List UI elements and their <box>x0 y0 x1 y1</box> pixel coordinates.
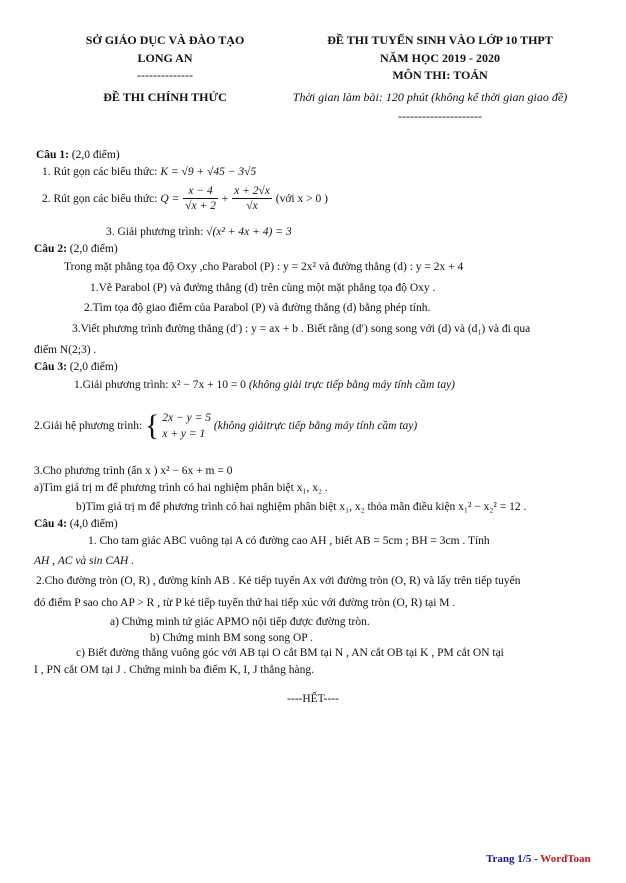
q4-part2c-cont: I , PN cắt OM tại J . Chứng minh ba điểm K, I, J thẳng hàng. <box>34 664 314 676</box>
q1-fraction-1 <box>183 184 218 214</box>
q3-part1 <box>74 379 455 391</box>
q4-label: Câu 4: <box>34 518 67 530</box>
q4-part1: 1. Cho tam giác ABC vuông tại A có đường cao AH , biết AB = 5cm ; BH = 3cm . Tính <box>88 535 490 547</box>
q2-heading <box>34 243 118 255</box>
q3-label: Câu 3: <box>34 361 67 373</box>
q3-system <box>162 410 211 442</box>
q1-fraction-1-num: x − 4 <box>183 184 218 199</box>
q3-part3a: a)Tìm giá trị m để phương trình có hai nghiệm phân biệt x₁, x₂ . <box>34 482 328 494</box>
q3-part2 <box>34 410 417 442</box>
q1-fraction-1-den: √x + 2 <box>185 200 216 212</box>
q2-intro: Trong mặt phẳng tọa độ Oxy ,cho Parabol (P) : y = 2x² và đường thẳng (d) : y = 2x + 4 <box>64 261 464 273</box>
q3-heading <box>34 361 118 373</box>
q2-points: (2,0 điểm) <box>69 243 118 255</box>
q4-part2: 2.Cho đường tròn (O, R) , đường kính AB . Kẻ tiếp tuyến Ax với đường tròn (O, R) và lấy trên tiếp tuyến <box>36 575 521 587</box>
official-label: ĐỀ THI CHÍNH THỨC <box>103 90 227 104</box>
q1-heading <box>36 149 120 161</box>
q2-label: Câu 2: <box>34 243 67 255</box>
q4-part2b: b) Chứng minh BM song song OP . <box>150 632 313 644</box>
q4-heading <box>34 518 118 530</box>
q1-part1-text: 1. Rút gọn các biểu thức: <box>42 166 158 178</box>
q1-points: (2,0 điểm) <box>71 149 120 161</box>
q2-part3-cont: điểm N(2;3) . <box>34 344 97 356</box>
right-divider: --------------------- <box>398 109 482 123</box>
q4-part2a: a) Chứng minh tứ giác APMO nội tiếp được đường tròn. <box>110 616 370 628</box>
q2-part3: 3.Viết phương trình đường thẳng (d′) : y = ax + b . Biết rằng (d′) song song với (d) và (d₁) và đi qua <box>72 323 531 335</box>
exam-year: NĂM HỌC 2019 - 2020 <box>380 51 500 65</box>
brace-icon: { <box>145 409 160 442</box>
left-divider: -------------- <box>137 68 193 82</box>
end-marker: ----HẾT---- <box>287 693 339 705</box>
q3-part1-note: (không giải trực tiếp bằng máy tính cầm tay) <box>248 379 456 391</box>
q2-part1: 1.Vẽ Parabol (P) và đường thẳng (d) trên cùng một mặt phẳng tọa độ Oxy . <box>90 282 436 294</box>
q1-part1 <box>42 166 256 178</box>
q3-system-eq1: 2x − y = 5 <box>162 412 212 424</box>
q3-part1-text: 1.Giải phương trình: x² − 7x + 10 = 0 <box>74 379 246 391</box>
q3-points: (2,0 điểm) <box>69 361 118 373</box>
q1-fraction-2-num: x + 2√x <box>234 185 270 197</box>
q1-label: Câu 1: <box>36 149 69 161</box>
q4-part1-cont: AH , AC và sin CAH . <box>34 555 135 567</box>
q1-part3-text: 3. Giải phương trình: <box>106 226 204 238</box>
q4-part2-cont: đó điểm P sao cho AP > R , từ P kẻ tiếp tuyến thứ hai tiếp xúc với đường tròn (O, R) tại M . <box>34 597 456 609</box>
province-name: LONG AN <box>137 51 193 65</box>
q3-part3: 3.Cho phương trình (ẩn x ) x² − 6x + m = 0 <box>34 465 233 477</box>
q1-part3 <box>106 226 292 238</box>
page-footer <box>486 853 591 865</box>
q4-part2c: c) Biết đường thẳng vuông góc với AB tại O cắt BM tại N , AN cắt OB tại K , PM cắt ON tại <box>76 647 504 659</box>
dept-name: SỞ GIÁO DỤC VÀ ĐÀO TẠO <box>85 33 245 47</box>
page-number: Trang 1/5 - <box>486 853 541 865</box>
brand-name: WordToan <box>540 853 591 865</box>
q1-part3-math: √(x² + 4x + 4) = 3 <box>206 226 292 238</box>
exam-title: ĐỀ THI TUYỂN SINH VÀO LỚP 10 THPT <box>327 33 553 47</box>
q1-part2: 2. Rút gọn các biểu thức: Q = $\frac{x - 4}{√x + 2}$ + $\frac{x + 2√x}{√x}$ (với x > 0 ) <box>42 185 328 212</box>
q3-part3b: b)Tìm giá trị m để phương trình có hai nghiệm phân biệt x₁, x₂ thỏa mãn điều kiện x₁² − x₂² = 12 . <box>76 501 527 513</box>
q1-part2-q: Q = <box>160 193 180 205</box>
exam-subject: MÔN THI: TOÁN <box>392 68 488 82</box>
q1-fraction-2 <box>232 184 272 214</box>
q4-points: (4,0 điểm) <box>69 518 118 530</box>
q3-system-eq2: x + y = 1 <box>162 428 206 440</box>
q3-part2-text: 2.Giải hệ phương trình: <box>34 420 143 432</box>
q1-part2-cond: (với x > 0 ) <box>275 193 328 205</box>
q2-part2: 2.Tìm tọa độ giao điểm của Parabol (P) và đường thẳng (d) bằng phép tính. <box>84 302 431 314</box>
q3-part2-note: (không giảitrực tiếp bằng máy tính cầm tay) <box>213 420 418 432</box>
q1-part1-math: K = √9 + √45 − 3√5 <box>160 166 257 178</box>
exam-time: Thời gian làm bài: 120 phút (không kể thời gian giao đề) <box>292 90 568 104</box>
q1-fraction-2-den: √x <box>246 200 258 212</box>
q1-part2-text: 2. Rút gọn các biểu thức: <box>42 193 158 205</box>
